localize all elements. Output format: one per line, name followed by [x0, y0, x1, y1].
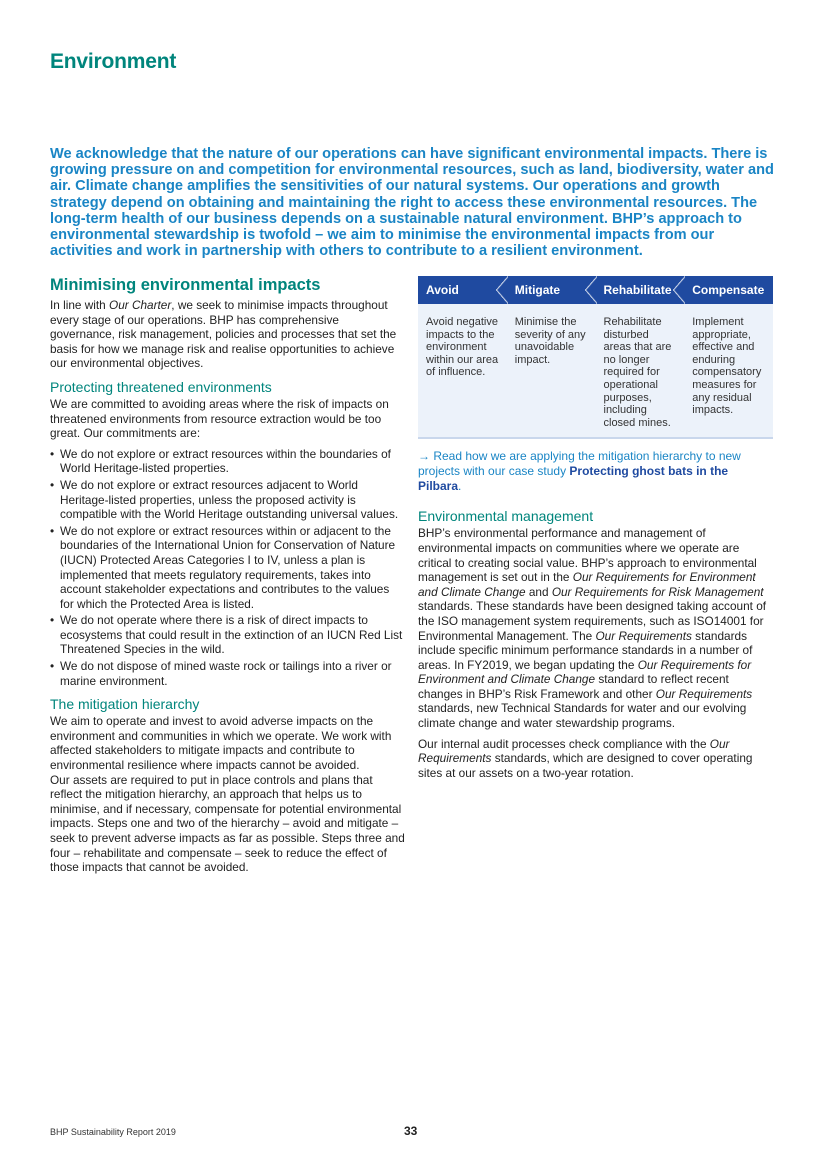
- arrow-right-icon: →: [418, 449, 430, 464]
- hierarchy-cell-mitigate: Minimise the severity of any unavoidable impact.: [514, 316, 586, 366]
- mitigation-paragraph-1: We aim to operate and invest to avoid adverse impacts on the environment and communities in which we operate. We work with affected stakeholders to mitigate impacts and contribute to environmental resilience where impacts cannot be avoided.: [50, 714, 392, 773]
- hierarchy-header-row: [418, 276, 773, 304]
- hierarchy-body-row: [418, 304, 773, 439]
- hierarchy-cell-compensate: Implement appropriate, effective and enduring compensatory measures for any residual impacts.: [692, 316, 762, 417]
- mitigation-hierarchy-table: [418, 276, 773, 439]
- list-item: • We do not explore or extract resources adjacent to World Heritage-listed properties, unless the proposed activity is compatible with the World Heritage outstanding universal values.: [50, 478, 405, 522]
- intro-paragraph: We acknowledge that the nature of our operations can have significant environmental impacts. There is growing pressure on and competition for environmental resources, such as land, biodiversity, water and air. Climate change amplifies the sensitivities of our natural systems. Our operations and growth strategy depend on obtaining and maintaining the right to access these environmental resources. The long-term health of our business depends on a sustainable natural environment. BHP’s approach to environmental stewardship is twofold – we aim to minimise the environmental impacts from our activities and work in partnership with others to contribute to a resilient environment.: [50, 146, 774, 260]
- hierarchy-cell-rehabilitate: Rehabilitate disturbed areas that are no longer required for operational purposes, including closed mines.: [603, 316, 672, 429]
- page-number: 33: [404, 1124, 418, 1138]
- management-paragraph-2: Our internal audit processes check compliance with the Our Requirements standards, which are designed to cover operating sites at our assets on a two-year rotation.: [418, 736, 753, 780]
- mitigation-heading: The mitigation hierarchy: [50, 696, 200, 713]
- hierarchy-header-compensate: Compensate: [692, 283, 765, 297]
- protecting-heading: Protecting threatened environments: [50, 378, 272, 395]
- commitments-list: [50, 447, 405, 689]
- minimising-paragraph: In line with Our Charter, we seek to minimise impacts throughout every stage of our operations. BHP has comprehensive governance, risk management, policies and processes that set the basis for how we manage risk and realise opportunities to achieve our environmental objectives.: [50, 298, 397, 371]
- right-column: [418, 276, 773, 780]
- list-item: • We do not explore or extract resources within or adjacent to the boundaries of the International Union for Conservation of Nature (IUCN) Protected Areas Categories I to IV, unless a plan is implemented that meets regulatory requirements, takes into account stakeholder expectations and contributes to the values for which the Protected Area is listed.: [50, 524, 405, 612]
- minimising-heading: Minimising environmental impacts: [50, 276, 321, 294]
- hierarchy-header-mitigate: Mitigate: [507, 276, 596, 304]
- list-item: • We do not dispose of mined waste rock or tailings into a river or marine environment.: [50, 659, 405, 688]
- left-column: [50, 276, 405, 875]
- list-item: • We do not operate where there is a risk of direct impacts to ecosystems that could result in the extinction of an IUCN Red List Threatened Species in the wild.: [50, 613, 405, 657]
- list-item: • We do not explore or extract resources within the boundaries of World Heritage-listed properties.: [50, 447, 405, 476]
- page-title: Environment: [50, 50, 177, 73]
- hierarchy-cell-avoid: Avoid negative impacts to the environment within our area of influence.: [426, 316, 499, 379]
- mitigation-paragraph-2: Our assets are required to put in place controls and plans that reflect the mitigation hierarchy, an approach that helps us to minimise, and if necessary, compensate for potential environmental impacts. Steps one and two of the hierarchy – avoid and mitigate – seek to prevent adverse impacts as far as possible. Steps three and four – rehabilitate and compensate – seek to reduce the effect of those impacts that cannot be avoided.: [50, 772, 405, 875]
- hierarchy-header-avoid: Avoid: [418, 276, 507, 304]
- footer-report-name: BHP Sustainability Report 2019: [50, 1127, 176, 1137]
- case-study-link[interactable]: → Read how we are applying the mitigation hierarchy to new projects with our case study Protecting ghost bats in the Pilbara.: [418, 449, 741, 494]
- management-paragraph-1: BHP’s environmental performance and management of environmental impacts on communities where we operate are critical to creating social value. BHP’s approach to environmental management is set out in the Our Requirements for Environment and Climate Change and Our Requirements for Risk Management standards. These standards have been designed taking account of the ISO management system requirements, such as ISO14001 for Environmental Management. The Our Requirements standards include specific minimum performance standards in a number of areas. In FY2019, we began updating the Our Requirements for Environment and Climate Change standard to reflect recent changes in BHP’s Risk Framework and other Our Requirements standards, new Technical Standards for water and our evolving climate change and water stewardship programs.: [418, 526, 767, 731]
- hierarchy-header-rehabilitate: Rehabilitate: [596, 276, 685, 304]
- protecting-paragraph: We are committed to avoiding areas where the risk of impacts on threatened environments from resource extraction would be too great. Our commitments are:: [50, 396, 389, 441]
- management-heading: Environmental management: [418, 508, 594, 525]
